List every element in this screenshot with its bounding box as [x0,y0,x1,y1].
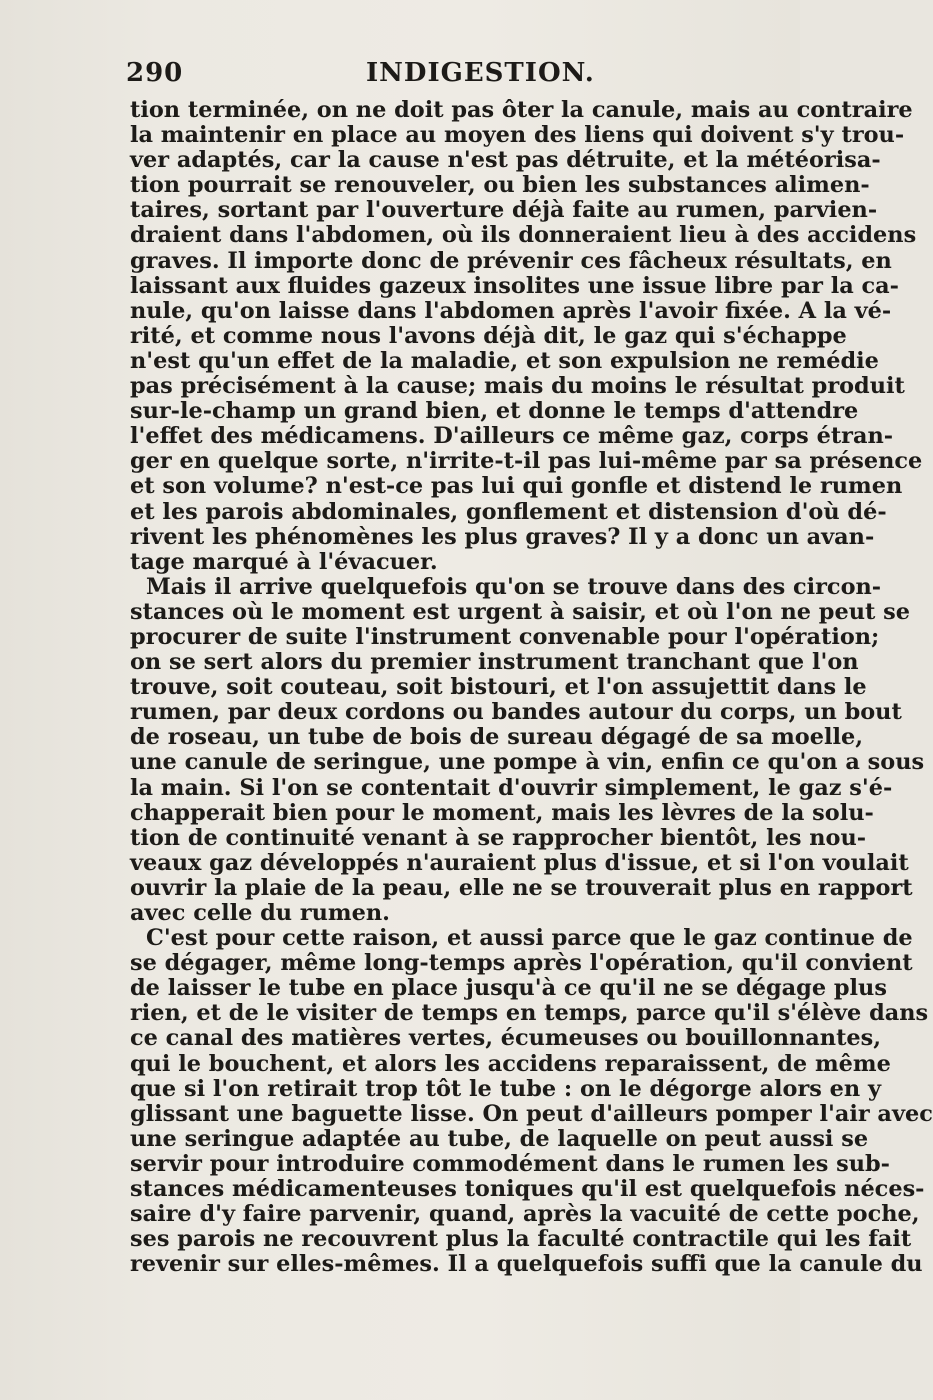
paragraph [130,97,923,575]
text-line: saire d'y faire parvenir, quand, après la vacuité de cette poche, [130,1201,920,1228]
text-line: avec celle du rumen. [130,900,390,926]
text-line: de laisser le tube en place jusqu'à ce qu'il ne se dégage plus [130,975,887,1002]
text-line: on se sert alors du premier instrument tranchant que l'on [130,649,859,676]
text-line: tion de continuité venant à se rapprocher bientôt, les nou- [130,824,867,851]
text-line: et son volume? n'est-ce pas lui qui gonfle et distend le rumen [130,473,903,500]
text-line: ce canal des matières vertes, écumeuses ou bouillonnantes, [130,1025,882,1052]
text-line: se dégager, même long-temps après l'opération, qu'il convient [130,950,913,977]
page-number: 290 [126,58,184,88]
text-line: laissant aux fluides gazeux insolites une issue libre par la ca- [130,272,899,299]
text-line: qui le bouchent, et alors les accidens reparaissent, de même [130,1050,891,1077]
paragraph [130,925,933,1278]
text-line: ger en quelque sorte, n'irrite-t-il pas lui-même par sa présence [130,448,923,475]
text-line: tion terminée, on ne doit pas ôter la canule, mais au contraire [130,97,913,123]
text-line: rivent les phénomènes les plus graves? Il y a donc un avan- [130,523,875,550]
running-title: INDIGESTION. [366,58,595,88]
text-line: tage marqué à l'évacuer. [130,548,438,575]
text-line: tion pourrait se renouveler, ou bien les substances alimen- [130,172,870,199]
body-text [130,97,933,1278]
text-line: stances où le moment est urgent à saisir, et où l'on ne peut se [130,598,910,625]
text-line: la main. Si l'on se contentait d'ouvrir simplement, le gaz s'é- [130,774,893,801]
text-line: draient dans l'abdomen, où ils donneraient lieu à des accidens [130,222,917,249]
paragraph [130,573,925,926]
text-line: pas précisément à la cause; mais du moins le résultat produit [130,373,905,400]
text-line: de roseau, un tube de bois de sureau dégagé de sa moelle, [130,724,864,751]
text-line: chapperait bien pour le moment, mais les lèvres de la solu- [130,799,874,826]
text-line: et les parois abdominales, gonflement et distension d'où dé- [130,498,887,525]
text-line: sur-le-champ un grand bien, et donne le temps d'attendre [130,398,859,425]
text-line: que si l'on retirait trop tôt le tube : on le dégorge alors en y [130,1075,881,1102]
text-line: rité, et comme nous l'avons déjà dit, le gaz qui s'échappe [130,322,847,349]
text-line: ouvrir la plaie de la peau, elle ne se trouverait plus en rapport [130,874,913,901]
text-line: l'effet des médicamens. D'ailleurs ce même gaz, corps étran- [130,423,894,450]
text-line: ses parois ne recouvrent plus la faculté contractile qui les fait [130,1226,912,1253]
text-line: taires, sortant par l'ouverture déjà faite au rumen, parvien- [130,197,878,224]
text-line: procurer de suite l'instrument convenable pour l'opération; [130,623,880,650]
running-head [118,58,698,92]
text-line: n'est qu'un effet de la maladie, et son expulsion ne remédie [130,347,879,374]
text-line: une seringue adaptée au tube, de laquelle on peut aussi se [130,1125,869,1152]
text-line: stances médicamenteuses toniques qu'il est quelquefois néces- [130,1176,925,1203]
text-line: ver adaptés, car la cause n'est pas détruite, et la météorisa- [130,147,881,174]
text-line: C'est pour cette raison, et aussi parce que le gaz continue de [146,925,913,952]
text-line: nule, qu'on laisse dans l'abdomen après l'avoir fixée. A la vé- [130,297,892,324]
text-line: veaux gaz développés n'auraient plus d'issue, et si l'on voulait [130,849,909,876]
text-line: graves. Il importe donc de prévenir ces fâcheux résultats, en [130,247,892,274]
text-line: rien, et de le visiter de temps en temps, parce qu'il s'élève dans [130,1000,929,1027]
text-line: une canule de seringue, une pompe à vin, enfin ce qu'on a sous [130,749,925,776]
text-line: glissant une baguette lisse. On peut d'ailleurs pomper l'air avec [130,1100,933,1127]
text-line: revenir sur elles-mêmes. Il a quelquefois suffi que la canule du [130,1251,923,1278]
text-line: trouve, soit couteau, soit bistouri, et l'on assujettit dans le [130,674,867,701]
text-line: servir pour introduire commodément dans le rumen les sub- [130,1150,890,1177]
text-line: la maintenir en place au moyen des liens qui doivent s'y trou- [130,122,905,149]
text-line: rumen, par deux cordons ou bandes autour du corps, un bout [130,699,902,726]
text-line: Mais il arrive quelquefois qu'on se trouve dans des circon- [146,573,882,600]
